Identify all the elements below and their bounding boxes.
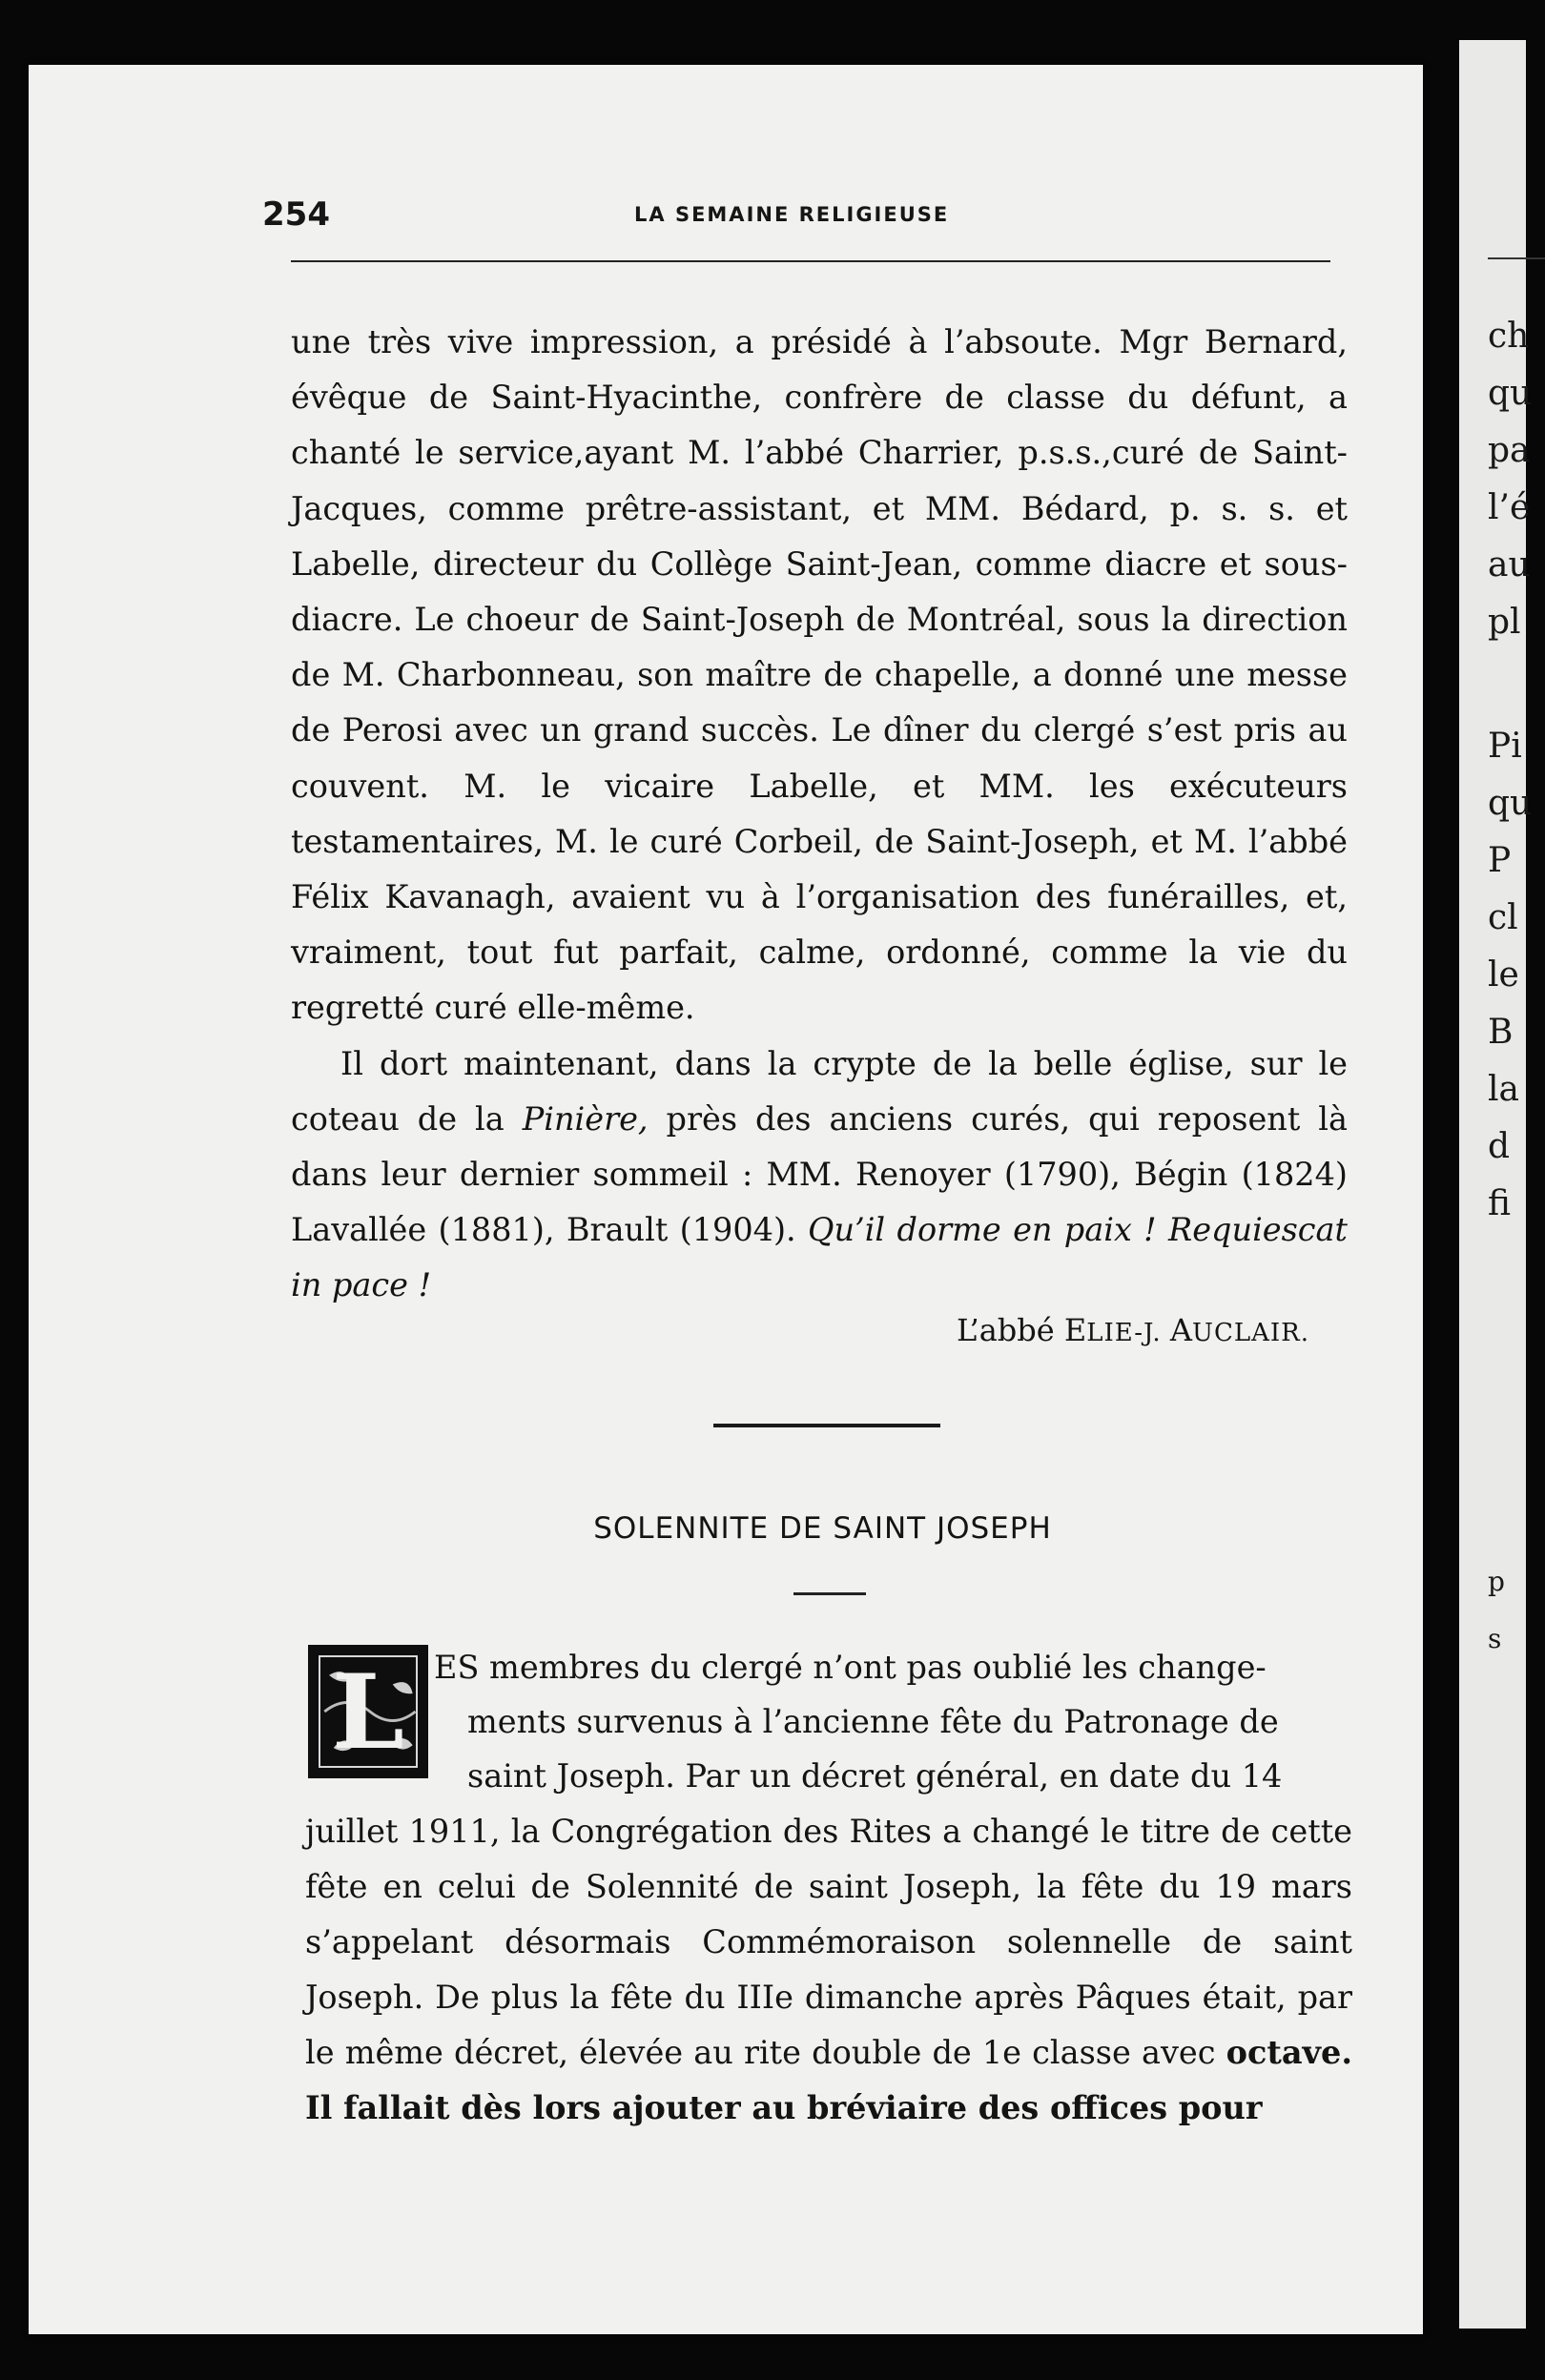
- adjacent-fragment: au: [1488, 545, 1531, 585]
- signature-surname: UCLAIR.: [1192, 1319, 1309, 1347]
- adjacent-fragment: qu: [1488, 374, 1533, 413]
- obituary-paragraph-1: une très vive impression, a présidé à l’absoute. Mgr Bernard, évêque de Saint-Hyacinthe, confrère de classe du défunt, a chanté le service,ayant M. l’abbé Charrier, p.s.s.,curé de Saint-Jacques, comme prêtre-assistant, et MM. Bédard, p. s. s. et Labelle, directeur du Collège Saint-Jean, comme diacre et sous-diacre. Le choeur de Saint-Joseph de Montréal, sous la direction de M. Charbonneau, son maître de chapelle, a donné une messe de Perosi avec un grand succès. Le dîner du clergé s’est pris au couvent. M. le vicaire Labelle, et MM. les exécuteurs testamentaires, M. le curé Corbeil, de Saint-Joseph, et M. l’abbé Félix Kavanagh, avaient vu à l’organisation des funérailles, et, vraiment, tout fut parfait, calme, ordonné, comme la vie du regretté curé elle-même.: [291, 323, 1348, 1027]
- section-heading: SOLENNITE DE SAINT JOSEPH: [593, 1511, 1052, 1546]
- author-signature: [291, 1312, 1309, 1348]
- article-obituary-text: [291, 315, 1348, 1314]
- para2-start: Il dort maintenant, dans la crypte de la belle église, sur le coteau de la: [291, 1044, 1348, 1138]
- adjacent-fragment: B: [1488, 1013, 1514, 1052]
- signature-firstname: LIE-J.: [1086, 1319, 1170, 1347]
- header-rule: [291, 260, 1330, 262]
- adjacent-fragment: Pi: [1488, 727, 1522, 766]
- ornamental-drop-cap: [308, 1645, 428, 1778]
- adjacent-fragment: fi: [1488, 1184, 1512, 1223]
- adjacent-fragment: s: [1488, 1623, 1502, 1654]
- running-head: [262, 195, 1345, 243]
- article-body-bold: octave. Il fallait dès lors ajouter au bréviaire des offices pour: [305, 2034, 1352, 2126]
- adjacent-fragment: ch: [1488, 317, 1530, 356]
- adjacent-fragment: cl: [1488, 898, 1518, 937]
- adjacent-fragment: le: [1488, 955, 1519, 995]
- adjacent-fragment: qu: [1488, 784, 1533, 823]
- signature-initial: A: [1169, 1312, 1193, 1348]
- adjacent-fragment: l’é: [1488, 488, 1531, 527]
- adjacent-fragment: P: [1488, 841, 1512, 880]
- page-number: 254: [262, 195, 330, 234]
- article-body: juillet 1911, la Congrégation des Rites a changé le titre de cette fête en celui de Solennité de saint Joseph, la fête du 19 mars s’appelant désormais Commémoraison solennelle de saint Joseph. De plus la fête du IIIe dimanche après Pâques était, par le même décret, élevée au rite double de 1e classe avec: [305, 1813, 1352, 2071]
- running-title: LA SEMAINE RELIGIEUSE: [634, 203, 950, 226]
- adjacent-fragment: pa: [1488, 431, 1531, 470]
- adjacent-page-edge: [1459, 40, 1533, 2329]
- section-divider: [713, 1424, 940, 1427]
- closing-prayer: Qu’il dorme en paix ! Requiescat in pace !: [291, 1211, 1348, 1304]
- adjacent-fragment: la: [1488, 1070, 1519, 1109]
- signature-prefix: L’abbé: [956, 1312, 1064, 1348]
- drop-cap-letter: L: [332, 1652, 404, 1773]
- adjacent-fragment: d: [1488, 1127, 1511, 1166]
- adjacent-fragment: p: [1488, 1566, 1505, 1597]
- article-solennite-text: [305, 1804, 1352, 2136]
- signature-initial: E: [1063, 1312, 1087, 1348]
- adjacent-fragment: pl: [1488, 603, 1521, 642]
- place-name: Pinière,: [522, 1099, 649, 1138]
- article-line-3: saint Joseph. Par un décret général, en date du 14: [467, 1757, 1283, 1795]
- heading-rule: [793, 1592, 866, 1595]
- article-line-2: ments survenus à l’ancienne fête du Patronage de: [467, 1703, 1279, 1740]
- article-line-1: ES membres du clergé n’ont pas oublié les change-: [434, 1649, 1267, 1686]
- para2-middle: près des anciens curés, qui reposent là dans leur dernier sommeil : MM. Renoyer (1790), Bégin (1824) Lavallée (1881), Brault (1904).: [291, 1099, 1348, 1249]
- obituary-paragraph-2: [291, 1036, 1348, 1314]
- adjacent-rule: [1488, 257, 1545, 259]
